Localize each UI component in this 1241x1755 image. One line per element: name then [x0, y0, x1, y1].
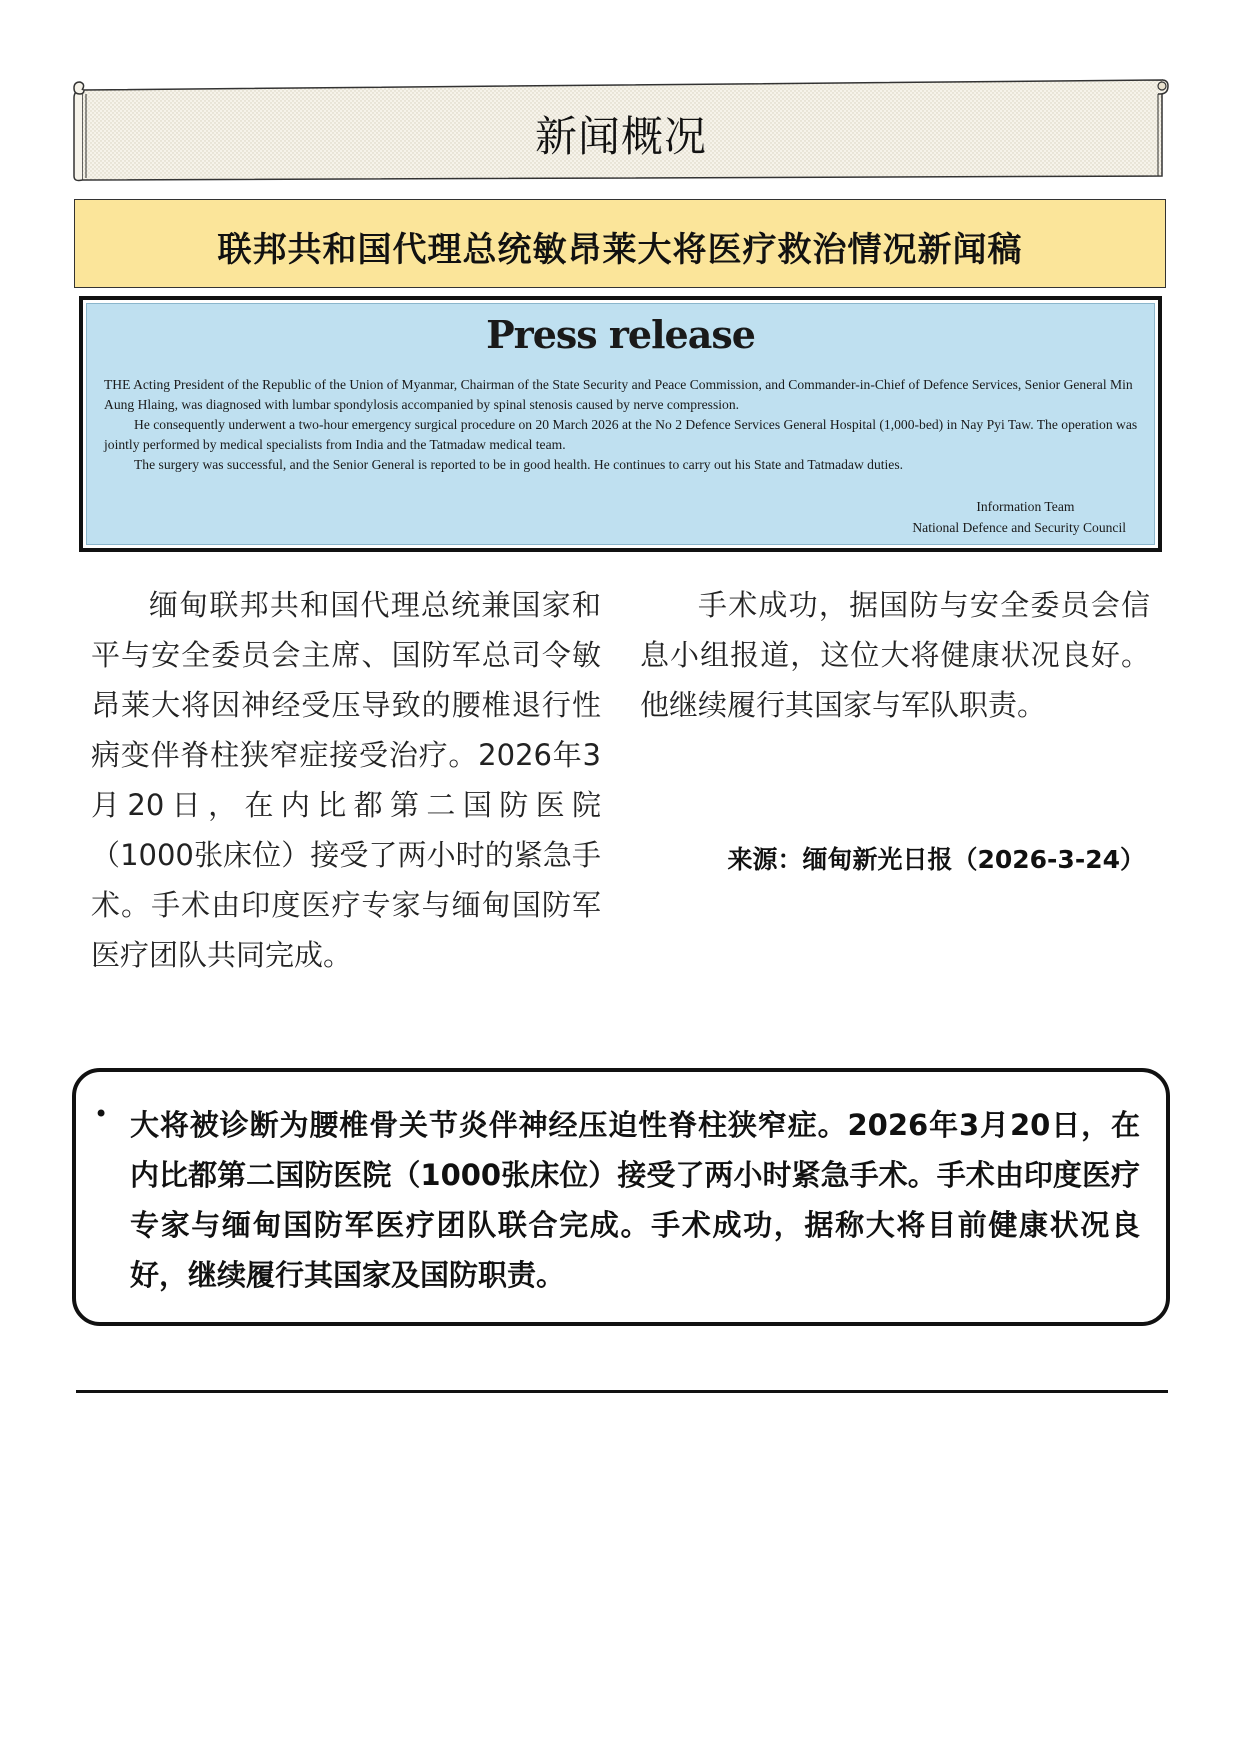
press-release-panel — [86, 303, 1155, 545]
press-release-clipping — [79, 296, 1162, 552]
article-right-column — [640, 580, 1150, 730]
press-paragraph-1: THE Acting President of the Republic of the Union of Myanmar, Chairman of the State Security and Peace Commission, and Commander-in-Chief of Defence Services, Senior General Min Aung Hlaing, was diagnosed with lumbar spondylosis accompanied by spinal stenosis caused by nerve compression. — [104, 377, 1136, 412]
summary-box — [72, 1068, 1170, 1326]
headline-title: 联邦共和国代理总统敏昂莱大将医疗救治情况新闻稿 — [217, 230, 1023, 270]
banner-title: 新闻概况 — [534, 112, 707, 161]
press-paragraph-3: The surgery was successful, and the Senior General is reported to be in good health. He continues to carry out his State and Tatmadaw duties. — [134, 457, 904, 472]
article-source: 来源：缅甸新光日报（2026-3-24） — [727, 845, 1145, 874]
press-release-title: Press release — [486, 312, 755, 357]
press-release-signature — [912, 496, 1126, 538]
press-release-body — [104, 375, 1142, 475]
press-paragraph-2: He consequently underwent a two-hour emergency surgical procedure on 20 March 2026 at the No 2 Defence Services General Hospital (1,000-bed) in Nay Pyi Taw. The operation was jointly performed by medical specialists from India and the Tatmadaw medical team. — [104, 417, 1141, 452]
headline-box — [74, 199, 1166, 288]
article-left-paragraph: 缅甸联邦共和国代理总统兼国家和平与安全委员会主席、国防军总司令敏昂莱大将因神经受压导致的腰椎退行性病变伴脊柱狭窄症接受治疗。2026年3月20日，在内比都第二国防医院（1000张床位）接受了两小时的紧急手术。手术由印度医疗专家与缅甸国防军医疗团队共同完成。 — [91, 588, 601, 972]
bullet-icon: • — [94, 1100, 109, 1128]
summary-text: 大将被诊断为腰椎骨关节炎伴神经压迫性脊柱狭窄症。2026年3月20日，在内比都第二国防医院（1000张床位）接受了两小时紧急手术。手术由印度医疗专家与缅甸国防军医疗团队联合完成。手术成功，据称大将目前健康状况良好，继续履行其国家及国防职责。 — [130, 1108, 1140, 1292]
signature-team: Information Team — [976, 499, 1075, 514]
article-right-paragraph: 手术成功，据国防与安全委员会信息小组报道，这位大将健康状况良好。他继续履行其国家与军队职责。 — [640, 588, 1150, 722]
signature-council: National Defence and Security Council — [912, 520, 1126, 535]
article-left-column — [91, 580, 601, 980]
bottom-divider — [76, 1390, 1168, 1393]
scroll-banner — [72, 76, 1170, 184]
